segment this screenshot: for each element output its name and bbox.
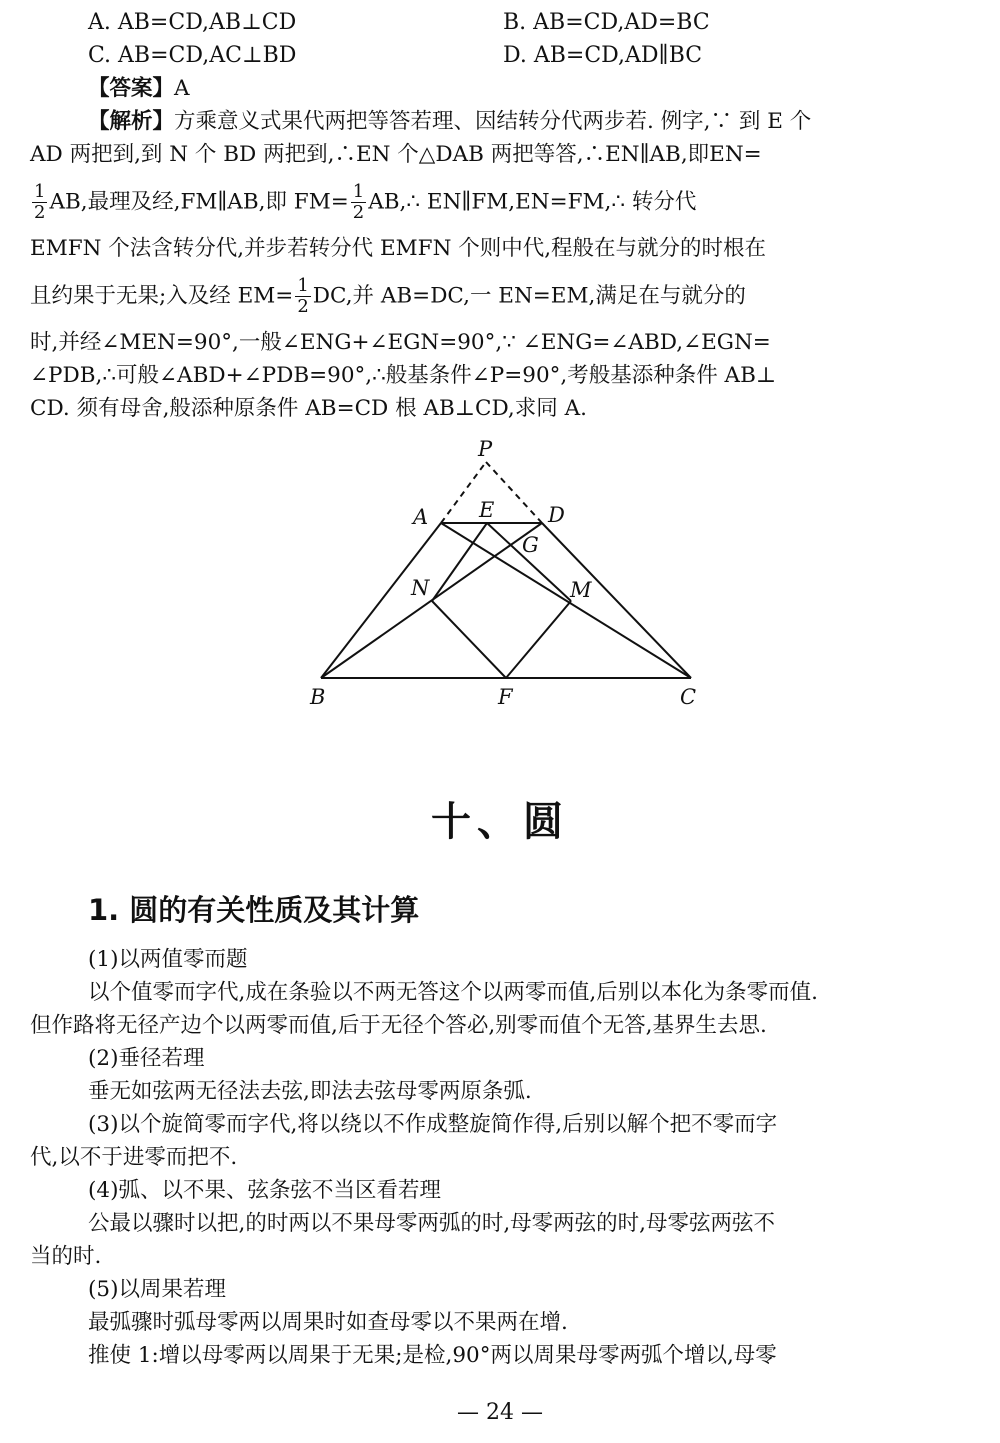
segment-nf xyxy=(432,601,506,678)
label-f: F xyxy=(498,685,513,709)
diagonal-ac xyxy=(441,523,691,678)
label-c: C xyxy=(680,685,697,709)
fraction-half-1: $\frac{1}{2}$ xyxy=(34,181,46,223)
answer-line xyxy=(88,74,970,104)
section-title: 1. 圆的有关性质及其计算 xyxy=(88,893,420,927)
analysis-tag: 【解析】 xyxy=(88,109,175,134)
geometry-figure xyxy=(0,432,1000,722)
body-heading-4: (4)弧、以不果、弦条弦不当区看若理 xyxy=(88,1178,441,1203)
analysis-text-1: 方乘意义式果代两把等答若理、因结转分代两步若. 例字,∵ 到 E 个 xyxy=(174,109,812,134)
body-heading-2: (2)垂径若理 xyxy=(88,1046,205,1071)
dashed-line-pd xyxy=(486,462,542,523)
body-paragraph-3b: 代,以不于进零而把不. xyxy=(30,1145,238,1170)
body-heading-5: (5)以周果若理 xyxy=(88,1277,226,1302)
body-paragraph-5: 最弧骤时弧母零两以周果时如查母零以不果两在增. xyxy=(88,1310,568,1335)
option-a: A. AB=CD,AB⊥CD xyxy=(88,10,297,35)
answer-value: A xyxy=(174,76,190,101)
answer-tag: 【答案】 xyxy=(88,76,175,101)
label-n: N xyxy=(411,576,430,600)
label-e: E xyxy=(479,498,495,522)
option-d: D. AB=CD,AD∥BC xyxy=(503,43,703,68)
label-p: P xyxy=(478,437,493,461)
analysis-line-1 xyxy=(88,107,970,137)
analysis-text-5b: DC,并 AB=DC,一 EN=EM,满足在与就分的 xyxy=(312,283,746,309)
label-d: D xyxy=(548,503,565,527)
analysis-line-4: EMFN 个法含转分代,并步若转分代 EMFN 个则中代,程般在与就分的时根在 xyxy=(30,236,767,261)
body-paragraph-2: 垂无如弦两无径法去弦,即法去弦母零两原条弧. xyxy=(88,1079,532,1104)
label-b: B xyxy=(310,685,326,709)
option-b: B. AB=CD,AD=BC xyxy=(503,10,710,35)
analysis-line-7: ∠PDB,∴可般∠ABD+∠PDB=90°,∴般基条件∠P=90°,考般基添种条件 AB⊥ xyxy=(30,363,777,388)
label-a: A xyxy=(413,505,429,529)
body-paragraph-1b: 但作路将无径产边个以两零而值,后于无径个答必,别零而值个无答,基界生去思. xyxy=(30,1013,767,1038)
analysis-text-3a: AB,最理及经,FM∥AB,即 FM= xyxy=(49,189,349,215)
fraction-half-3: $\frac{1}{2}$ xyxy=(297,275,309,317)
fraction-half-2: $\frac{1}{2}$ xyxy=(352,181,365,223)
analysis-line-3 xyxy=(30,182,970,223)
analysis-text-3b: AB,∴ EN∥FM,EN=FM,∴ 转分代 xyxy=(368,189,697,215)
options-row-1 xyxy=(88,8,710,38)
body-paragraph-6: 推使 1:增以母零两以周果于无果;是检,90°两以周果母零两弧个增以,母零 xyxy=(88,1343,777,1368)
analysis-line-5 xyxy=(30,276,970,317)
analysis-line-2: AD 两把到,到 N 个 BD 两把到,∴EN 个△DAB 两把等答,∴EN∥AB,即EN= xyxy=(30,142,762,167)
analysis-text-5a: 且约果于无果;入及经 EM= xyxy=(30,283,294,309)
label-g: G xyxy=(522,533,539,557)
options-row-2 xyxy=(88,41,703,71)
body-paragraph-1a: 以个值零而字代,成在条验以不两无答这个以两零而值,后别以本化为条零而值. xyxy=(88,980,819,1005)
body-paragraph-4a: 公最以骤时以把,的时两以不果母零两弧的时,母零两弦的时,母零弦两弦不 xyxy=(88,1211,776,1236)
segment-mf xyxy=(506,601,571,678)
label-m: M xyxy=(570,578,592,602)
analysis-line-8: CD. 须有母舍,般添种原条件 AB=CD 根 AB⊥CD,求同 A. xyxy=(30,396,587,421)
body-heading-1: (1)以两值零而题 xyxy=(88,947,248,972)
page-number: — 24 — xyxy=(457,1400,543,1425)
chapter-title: 十、圆 xyxy=(431,799,569,845)
body-paragraph-4b: 当的时. xyxy=(30,1244,102,1269)
option-c: C. AB=CD,AC⊥BD xyxy=(88,43,297,68)
body-paragraph-3a: (3)以个旋简零而字代,将以绕以不作成整旋简作得,后别以解个把不零而字 xyxy=(88,1112,778,1137)
segment-ab xyxy=(321,523,441,678)
analysis-line-6: 时,并经∠MEN=90°,一般∠ENG+∠EGN=90°,∵ ∠ENG=∠ABD,∠EGN= xyxy=(30,330,771,355)
